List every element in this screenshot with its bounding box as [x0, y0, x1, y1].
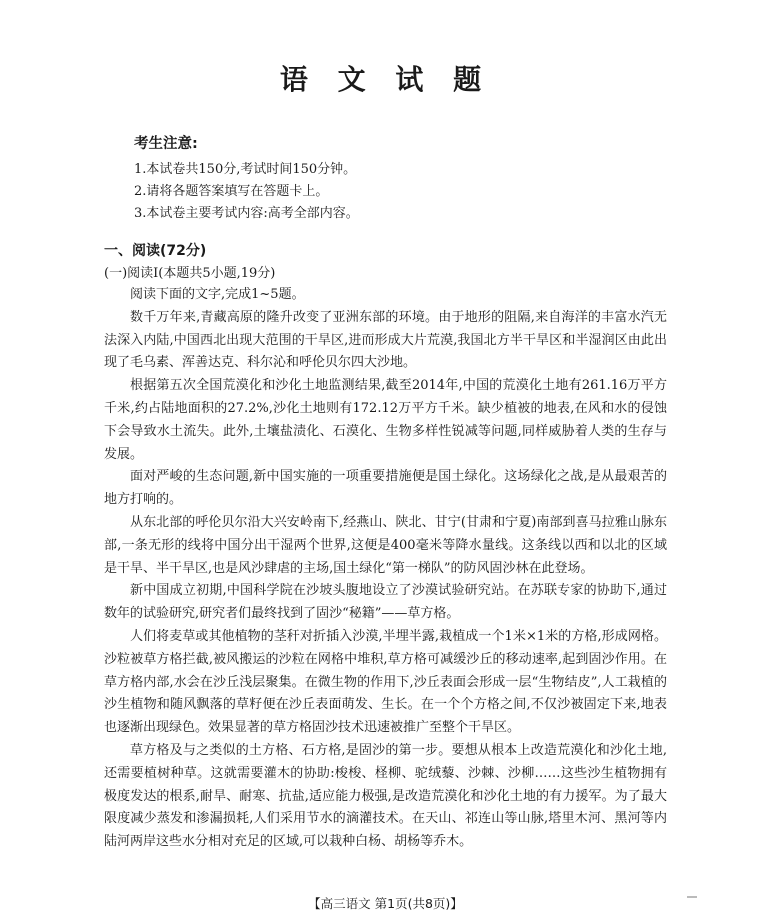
notice-item: 3.本试卷主要考试内容:高考全部内容。: [134, 206, 359, 221]
notice-heading: 考生注意:: [134, 136, 198, 152]
section-heading: 一、阅读(72分): [104, 243, 207, 259]
passage-paragraph: 人们将麦草或其他植物的茎秆对折插入沙漠,半埋半露,栽植成一个1米×1米的方格,形成网格。沙粒被草方格拦截,被风搬运的沙粒在网格中堆积,草方格可减缓沙丘的移动速率,起到固沙作用。在草方格内部,水会在沙丘浅层聚集。在微生物的作用下,沙丘表面会形成一层“生物结皮”,人工栽植的沙生植物和随风飘落的草籽便在沙丘表面萌发、生长。在一个个方格之间,不仅沙被固定下来,地表也逐渐出现绿色。效果显著的草方格固沙技术迅速被推广至整个干旱区。: [104, 628, 667, 736]
subsection-heading: (一)阅读Ⅰ(本题共5小题,19分): [104, 266, 276, 281]
passage-paragraph: 草方格及与之类似的土方格、石方格,是固沙的第一步。要想从根本上改造荒漠化和沙化土地,还需要植树种草。这就需要灌木的协助:梭梭、柽柳、驼绒藜、沙棘、沙柳……这些沙生植物拥有极度发达的根系,耐旱、耐寒、抗盐,适应能力极强,是改造荒漠化和沙化土地的有力援军。为了最大限度减少蒸发和渗漏损耗,人们采用节水的滴灌技术。在天山、祁连山等山脉,塔里木河、黑河等内陆河两岸这些水分相对充足的区域,可以栽种白杨、胡杨等乔木。: [104, 742, 667, 850]
notice-item: 2.请将各题答案填写在答题卡上。: [134, 184, 329, 199]
passage-paragraph: 从东北部的呼伦贝尔沿大兴安岭南下,经燕山、陕北、甘宁(甘肃和宁夏)南部到喜马拉雅山脉东部,一条无形的线将中国分出干湿两个世界,这便是400毫米等降水量线。这条线以西和以北的区域是干旱、半干旱区,也是风沙肆虐的主场,国土绿化“第一梯队”的防风固沙林在此登场。: [104, 514, 667, 576]
instruction-paragraph: 阅读下面的文字,完成1~5题。: [130, 287, 305, 302]
reading-passage: [104, 284, 667, 854]
page-title: 语 文 试 题: [279, 63, 492, 96]
page-footer: 【高三语文 第1页(共8页)】: [308, 896, 463, 911]
passage-paragraph: 新中国成立初期,中国科学院在沙坡头腹地设立了沙漠试验研究站。在苏联专家的协助下,通过数年的试验研究,研究者们最终找到了固沙“秘籍”——草方格。: [104, 583, 667, 622]
passage-paragraph: 面对严峻的生态问题,新中国实施的一项重要措施便是国土绿化。这场绿化之战,是从最艰苦的地方打响的。: [104, 469, 667, 508]
notice-box: [134, 132, 359, 225]
page-mark: [687, 896, 697, 898]
notice-item: 1.本试卷共150分,考试时间150分钟。: [134, 162, 357, 177]
passage-paragraph: 根据第五次全国荒漠化和沙化土地监测结果,截至2014年,中国的荒漠化土地有261.16万平方千米,约占陆地面积的27.2%,沙化土地则有172.12万平方千米。缺少植被的地表,在风和水的侵蚀下会导致水土流失。此外,土壤盐渍化、石漠化、生物多样性锐减等问题,同样威胁着人类的生存与发展。: [104, 378, 667, 462]
passage-paragraph: 数千万年来,青藏高原的隆升改变了亚洲东部的环境。由于地形的阻隔,来自海洋的丰富水汽无法深入内陆,中国西北出现大范围的干旱区,进而形成大片荒漠,我国北方半干旱区和半湿润区由此出现了毛乌素、浑善达克、科尔沁和呼伦贝尔四大沙地。: [104, 309, 667, 371]
